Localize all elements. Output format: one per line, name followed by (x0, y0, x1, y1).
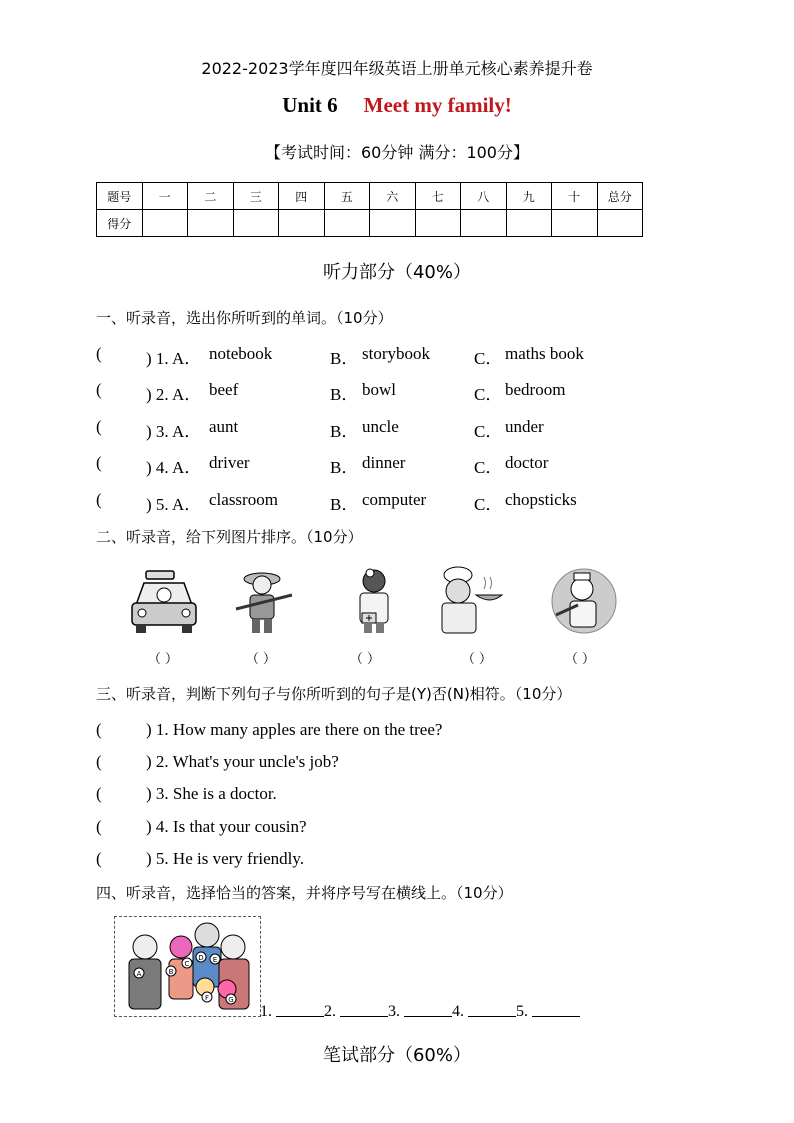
answer-blank-5[interactable] (532, 1002, 580, 1017)
answer-blank-2[interactable] (340, 1002, 388, 1017)
q3-sentence: ) 4. Is that your cousin? (146, 817, 307, 836)
score-table-score-row (97, 210, 643, 237)
open-paren: ( (96, 417, 102, 436)
q4-answer-blanks (260, 1002, 580, 1021)
score-cell: 总分 (597, 183, 643, 210)
family-letter-d: D (198, 954, 204, 962)
q2-heading: 二、听录音，给下列图片排序。（10分） (96, 528, 363, 546)
option-b-label: B． (330, 495, 359, 514)
score-cell: 三 (233, 183, 279, 210)
option-a: beef (209, 380, 239, 399)
option-b: uncle (362, 417, 399, 436)
q1-heading: 一、听录音，选出你所听到的单词。（10分） (96, 309, 393, 327)
score-cell: 一 (142, 183, 188, 210)
score-input[interactable] (142, 210, 188, 237)
score-input[interactable] (415, 210, 461, 237)
q3-sentence: ) 2. What's your uncle's job? (146, 752, 339, 771)
order-bracket-4[interactable]: （ ） (461, 652, 493, 667)
q1-item-2 (96, 380, 716, 402)
paper-title: 2022-2023学年度四年级英语上册单元核心素养提升卷 (201, 59, 593, 78)
score-table (96, 182, 643, 237)
answer-blank-3[interactable] (404, 1002, 452, 1017)
open-paren: ( (96, 752, 102, 771)
family-letter-g: G (228, 996, 234, 1004)
score-input[interactable] (461, 210, 507, 237)
option-b: storybook (362, 344, 430, 363)
score-input[interactable] (324, 210, 370, 237)
score-cell: 四 (279, 183, 325, 210)
open-paren: ( (96, 453, 102, 472)
score-input[interactable] (370, 210, 416, 237)
score-cell: 十 (552, 183, 598, 210)
exam-info: 【考试时间：60分钟 满分：100分】 (265, 143, 529, 162)
blank-label: 1. (260, 1003, 272, 1020)
option-a: classroom (209, 490, 278, 509)
option-c-label: C． (474, 349, 503, 368)
score-cell: 题号 (97, 183, 143, 210)
q3-heading: 三、听录音，判断下列句子与你所听到的句子是(Y)否(N)相符。（10分） (96, 685, 572, 703)
score-cell: 七 (415, 183, 461, 210)
option-c: under (505, 417, 544, 436)
option-c: bedroom (505, 380, 566, 399)
q1-item-1 (96, 344, 716, 366)
open-paren: ( (96, 720, 102, 739)
listening-heading: 听力部分（40%） (322, 262, 471, 283)
farmer-picture (226, 565, 298, 637)
score-input[interactable] (506, 210, 552, 237)
q3-item-5 (96, 849, 596, 871)
family-letter-f: F (204, 994, 210, 1002)
q1-number: ) 2. A． (146, 385, 202, 404)
option-c-label: C． (474, 385, 503, 404)
blank-label: 3. (388, 1003, 400, 1020)
option-b: computer (362, 490, 427, 509)
score-input[interactable] (597, 210, 643, 237)
option-b-label: B． (330, 458, 359, 477)
score-cell: 八 (461, 183, 507, 210)
q1-number: ) 4. A． (146, 458, 202, 477)
order-bracket-3[interactable]: （ ） (349, 652, 381, 667)
option-a: notebook (209, 344, 273, 363)
option-a: aunt (209, 417, 239, 436)
q3-item-1 (96, 720, 596, 742)
score-label: 得分 (97, 210, 143, 237)
q1-number: ) 5. A． (146, 495, 202, 514)
answer-blank-4[interactable] (468, 1002, 516, 1017)
q1-item-5 (96, 490, 716, 512)
score-input[interactable] (279, 210, 325, 237)
nurse-picture (548, 565, 620, 637)
unit-number: Unit 6 (282, 93, 338, 117)
family-letter-e: E (212, 956, 218, 964)
taxi-driver-picture (128, 565, 200, 637)
option-a: driver (209, 453, 250, 472)
open-paren: ( (96, 380, 102, 399)
option-c: chopsticks (505, 490, 577, 509)
option-b-label: B． (330, 349, 359, 368)
option-c-label: C． (474, 422, 503, 441)
q1-number: ) 1. A． (146, 349, 202, 368)
option-b: bowl (362, 380, 396, 399)
option-b-label: B． (330, 385, 359, 404)
doctor-picture (340, 565, 412, 637)
option-b-label: B． (330, 422, 359, 441)
score-cell: 六 (370, 183, 416, 210)
open-paren: ( (96, 849, 102, 868)
unit-title (0, 93, 794, 118)
score-table-header-row (97, 183, 643, 210)
option-c-label: C． (474, 458, 503, 477)
family-picture (114, 916, 261, 1017)
family-letter-b: B (168, 968, 174, 976)
score-cell: 五 (324, 183, 370, 210)
option-c: doctor (505, 453, 549, 472)
blank-label: 4. (452, 1003, 464, 1020)
q3-item-3 (96, 784, 596, 806)
q1-number: ) 3. A． (146, 422, 202, 441)
open-paren: ( (96, 784, 102, 803)
q3-sentence: ) 1. How many apples are there on the tree? (146, 720, 443, 739)
q1-item-3 (96, 417, 716, 439)
option-c-label: C． (474, 495, 503, 514)
score-input[interactable] (233, 210, 279, 237)
open-paren: ( (96, 490, 102, 509)
order-bracket-1[interactable]: （ ） (147, 652, 179, 667)
family-letter-c: C (184, 960, 190, 968)
cook-picture (432, 565, 504, 637)
blank-label: 5. (516, 1003, 528, 1020)
q3-item-4 (96, 817, 596, 839)
written-heading: 笔试部分（60%） (322, 1045, 471, 1066)
open-paren: ( (96, 344, 102, 363)
score-cell: 二 (188, 183, 234, 210)
order-bracket-5[interactable]: （ ） (564, 652, 596, 667)
score-cell: 九 (506, 183, 552, 210)
order-bracket-2[interactable]: （ ） (245, 652, 277, 667)
family-letter-a: A (136, 970, 142, 978)
q4-heading: 四、听录音，选择恰当的答案，并将序号写在横线上。（10分） (96, 884, 513, 902)
q3-item-2 (96, 752, 596, 774)
open-paren: ( (96, 817, 102, 836)
q3-sentence: ) 5. He is very friendly. (146, 849, 304, 868)
option-c: maths book (505, 344, 584, 363)
unit-name: Meet my family! (363, 93, 512, 117)
blank-label: 2. (324, 1003, 336, 1020)
q3-sentence: ) 3. She is a doctor. (146, 784, 277, 803)
score-input[interactable] (188, 210, 234, 237)
answer-blank-1[interactable] (276, 1002, 324, 1017)
q1-item-4 (96, 453, 716, 475)
score-input[interactable] (552, 210, 598, 237)
option-b: dinner (362, 453, 406, 472)
